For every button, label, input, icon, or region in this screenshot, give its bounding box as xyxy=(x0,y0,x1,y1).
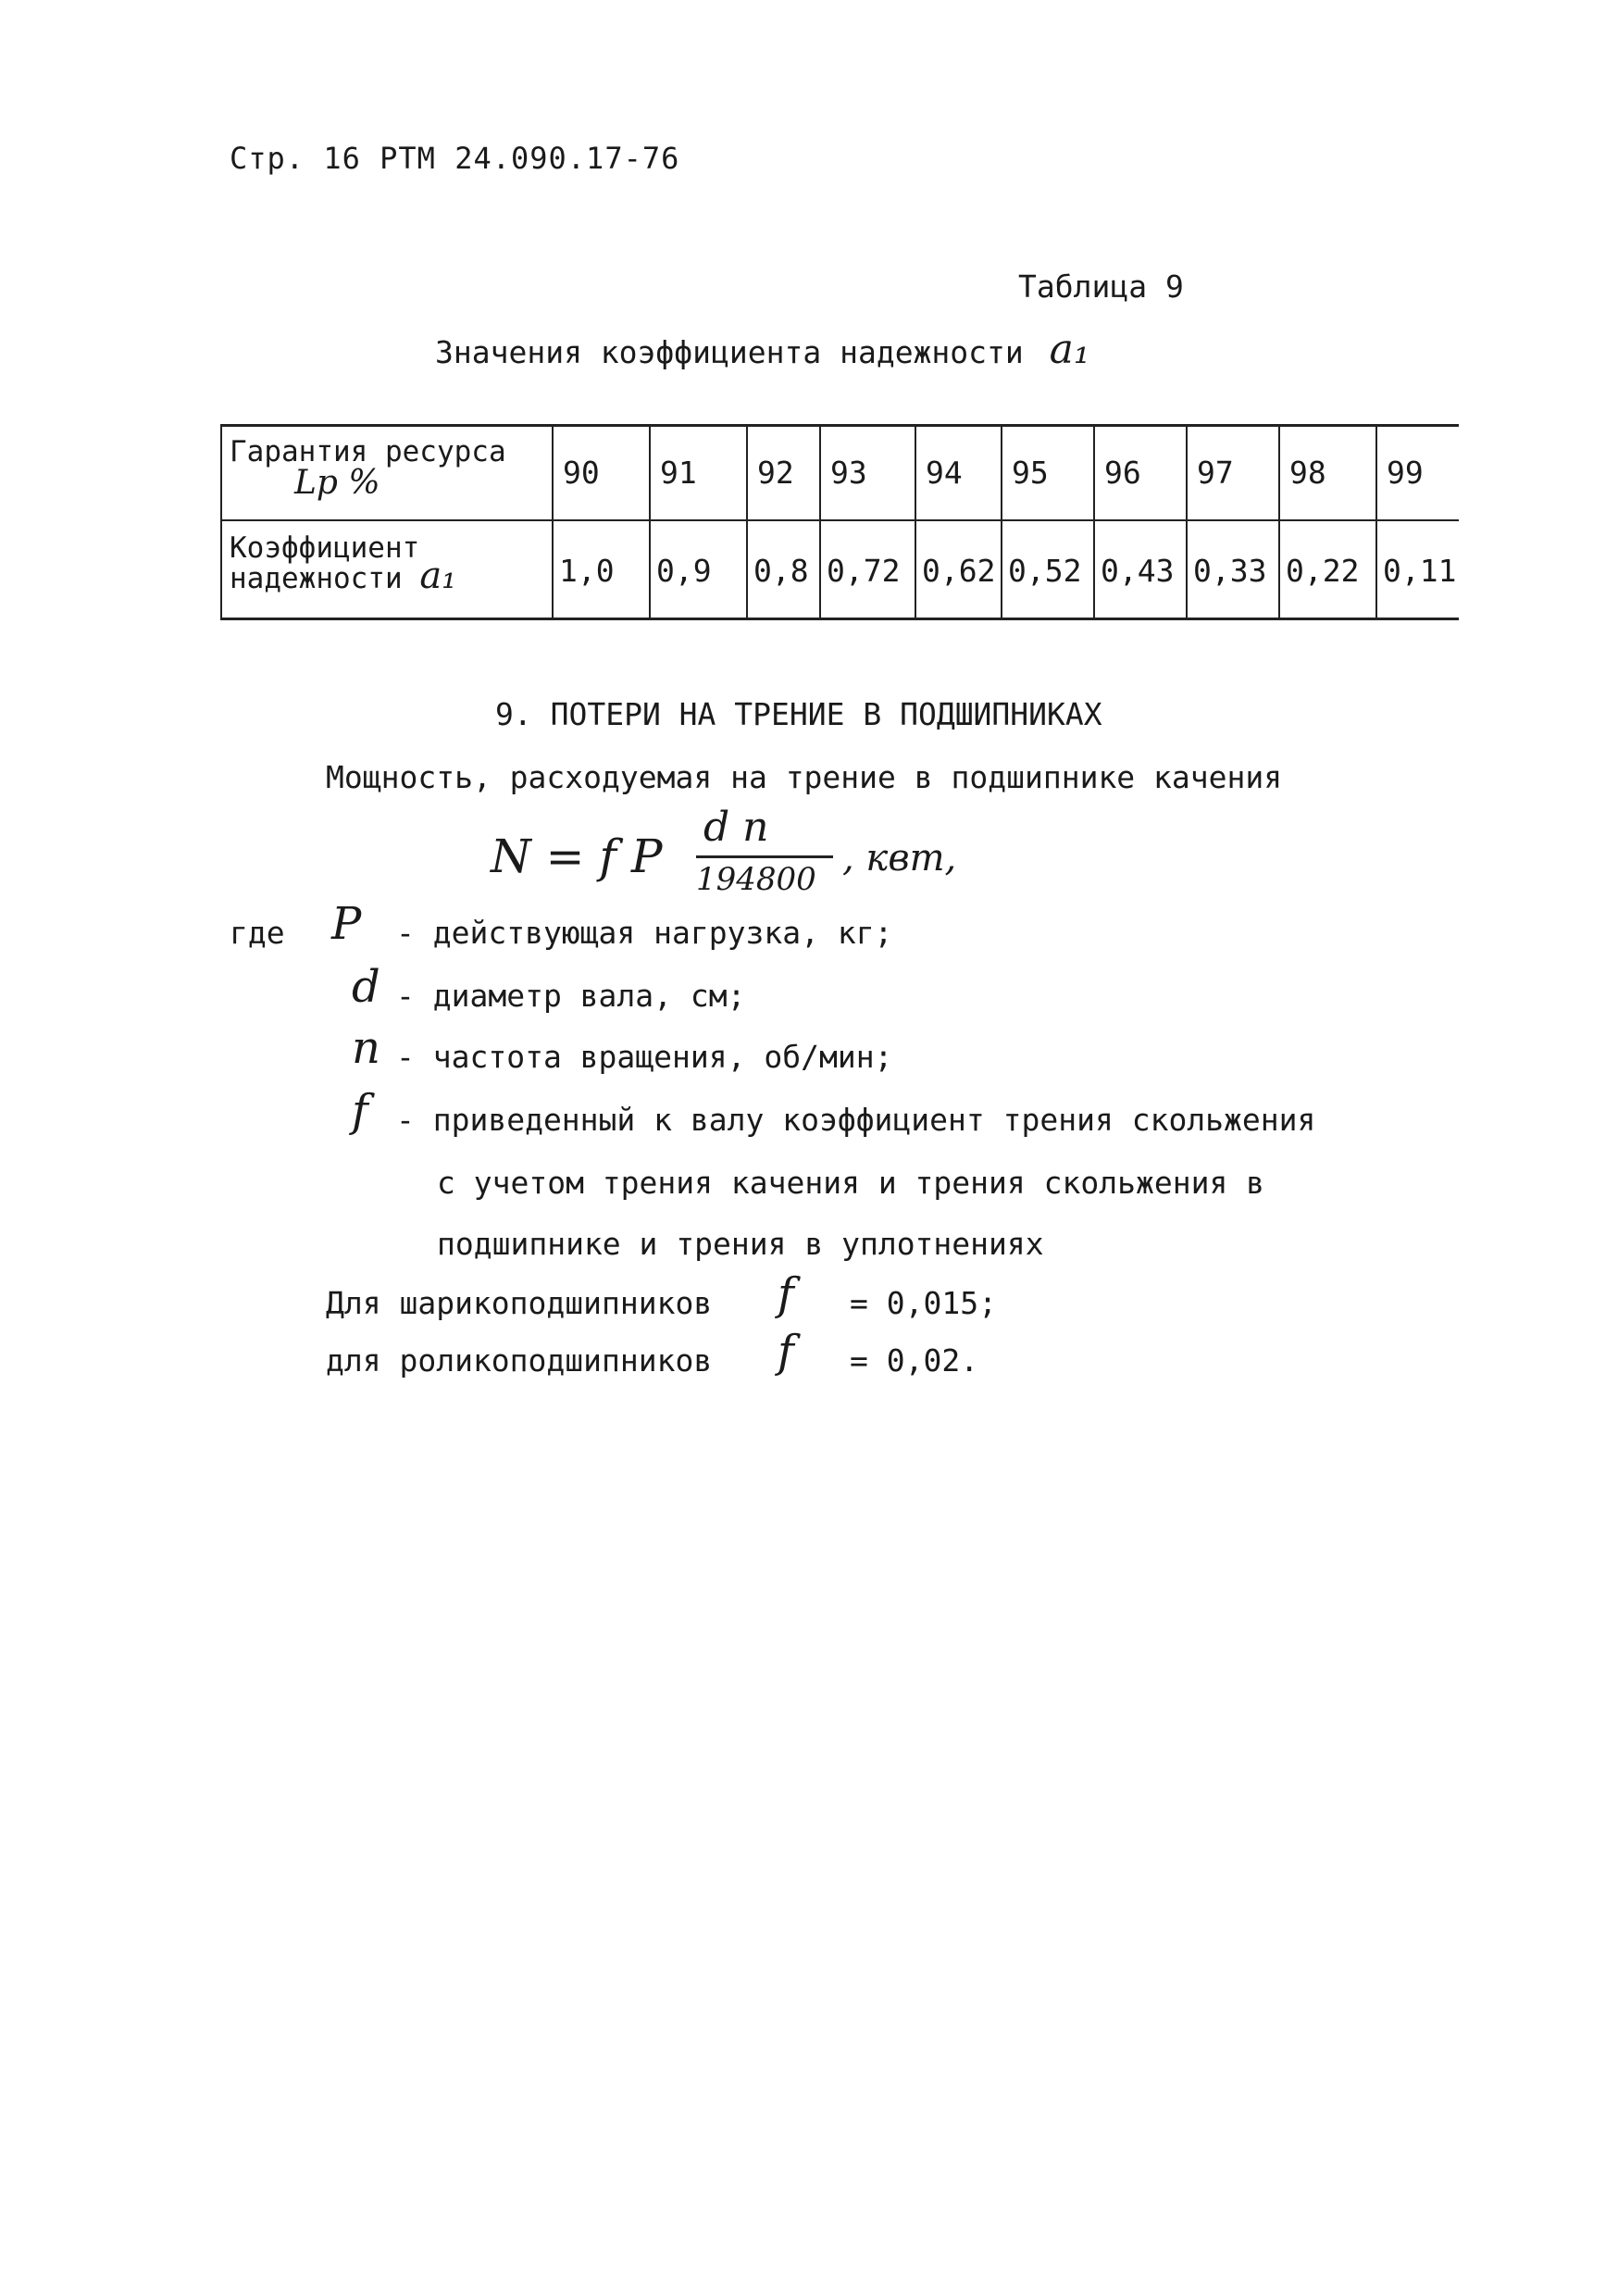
roller-bearing-symbol: f xyxy=(778,1326,794,1378)
definition-symbol: d xyxy=(352,961,380,1013)
column-divider xyxy=(1186,427,1188,618)
definition-text: - действующая нагрузка, кг; xyxy=(396,915,893,951)
table-title-text: Значения коэффициента надежности xyxy=(435,334,1024,370)
ball-bearing-symbol: f xyxy=(778,1268,794,1320)
reliability-table xyxy=(220,424,1459,620)
guarantee-value: 90 xyxy=(563,455,600,491)
ball-bearing-value: = 0,015; xyxy=(850,1285,997,1321)
guarantee-value: 93 xyxy=(830,455,867,491)
column-divider xyxy=(746,427,748,618)
column-divider xyxy=(1001,427,1002,618)
guarantee-value: 99 xyxy=(1387,455,1424,491)
column-divider xyxy=(1093,427,1095,618)
table-title-symbol: a₁ xyxy=(1049,326,1090,373)
definition-symbol: f xyxy=(352,1085,368,1137)
column-divider xyxy=(819,427,821,618)
guarantee-value: 98 xyxy=(1289,455,1326,491)
column-divider xyxy=(1278,427,1280,618)
row-guarantee-label: Гарантия ресурса Lр % xyxy=(230,435,506,502)
formula-denominator: 194800 xyxy=(696,861,816,898)
coefficient-value: 0,43 xyxy=(1101,553,1175,589)
where-label: где xyxy=(230,915,285,951)
coefficient-value: 0,33 xyxy=(1193,553,1267,589)
column-divider xyxy=(1375,427,1377,618)
definition-text: - приведенный к валу коэффициент трения скольжения xyxy=(396,1102,1316,1138)
guarantee-value: 94 xyxy=(926,455,963,491)
formula-numerator: d n xyxy=(703,804,769,851)
roller-bearing-label: для роликоподшипников xyxy=(326,1342,713,1379)
row-coefficient-label: Коэффициент надежности a₁ xyxy=(230,531,457,597)
definition-symbol: n xyxy=(352,1022,380,1074)
table-title xyxy=(435,326,1090,373)
coefficient-value: 0,52 xyxy=(1008,553,1082,589)
friction-formula xyxy=(491,804,1064,905)
section-title: 9. ПОТЕРИ НА ТРЕНИЕ В ПОДШИПНИКАХ xyxy=(495,696,1102,732)
intro-text: Мощность, расходуемая на трение в подшипнике качения xyxy=(326,759,1283,795)
guarantee-value: 91 xyxy=(660,455,697,491)
definition-symbol: P xyxy=(331,898,362,950)
column-divider xyxy=(552,427,554,618)
column-divider xyxy=(915,427,916,618)
coefficient-value: 0,11 xyxy=(1383,553,1457,589)
definition-text: - частота вращения, об/мин; xyxy=(396,1039,893,1075)
coefficient-value: 0,9 xyxy=(656,553,712,589)
ball-bearing-label: Для шарикоподшипников xyxy=(326,1285,713,1321)
guarantee-value: 97 xyxy=(1197,455,1234,491)
coefficient-value: 0,62 xyxy=(922,553,996,589)
guarantee-value: 95 xyxy=(1012,455,1049,491)
column-divider xyxy=(649,427,651,618)
coefficient-value: 1,0 xyxy=(559,553,615,589)
formula-fraction-bar xyxy=(696,855,833,858)
definition-continuation-1: с учетом трения качения и трения скольжения в xyxy=(437,1165,1265,1201)
roller-bearing-value: = 0,02. xyxy=(850,1342,979,1379)
guarantee-value: 92 xyxy=(757,455,794,491)
coefficient-value: 0,22 xyxy=(1286,553,1360,589)
formula-unit: , квт, xyxy=(842,837,957,880)
guarantee-value: 96 xyxy=(1104,455,1141,491)
coefficient-value: 0,8 xyxy=(753,553,809,589)
coefficient-value: 0,72 xyxy=(827,553,901,589)
table-number: Таблица 9 xyxy=(1018,268,1184,305)
definition-text: - диаметр вала, см; xyxy=(396,978,746,1014)
formula-lhs: N = f P xyxy=(491,830,663,883)
definition-continuation-2: подшипнике и трения в уплотнениях xyxy=(437,1226,1044,1262)
page-header: Стр. 16 РТМ 24.090.17-76 xyxy=(230,141,680,176)
